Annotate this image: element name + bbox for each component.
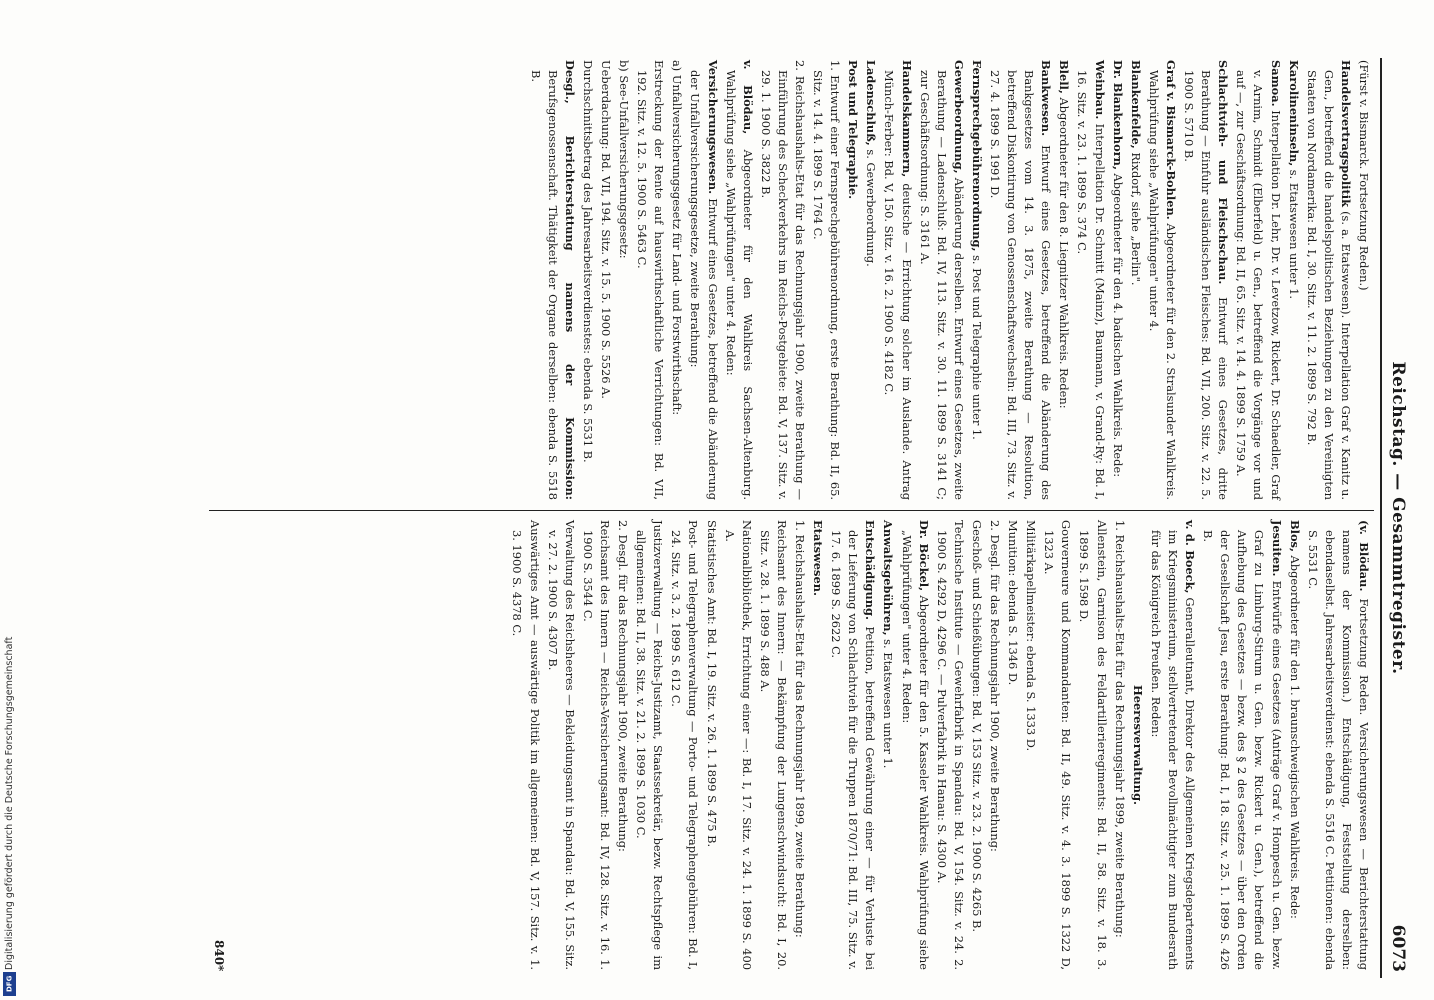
attribution-strip (0, 0, 20, 1000)
right-column (507, 520, 1372, 970)
entry-heading: Gewerbeordnung, (951, 60, 966, 174)
entry-heading: Bankwesen. (1039, 60, 1054, 137)
index-entry (897, 520, 931, 970)
index-entry (933, 520, 967, 970)
entry-heading: Post und Telegraphie. (846, 60, 861, 200)
entry-text: Abgeordneter für den 4. badischen Wahlkreis. Rede: (1110, 169, 1125, 478)
index-entry (667, 520, 701, 970)
index-entry (986, 520, 1003, 970)
entry-text: 2. Desgl. für das Rechnungsjahr 1900, zweite Berathung: (988, 520, 1003, 852)
left-column (526, 60, 1373, 500)
entry-text: Erstreckung der Rente auf hauswirthschaftliche Verrichtungen: Bd. VII, 192. Sitz. v. 12. 5. 1900 S. 5463 C. (635, 60, 667, 500)
index-entry (916, 60, 967, 500)
entry-heading: Karolineninseln, (1286, 60, 1301, 167)
dfg-logo: DFG (3, 972, 16, 996)
entry-text: Abgeordneter für den 8. Liegnitzer Wahlkreis. Reden: (1057, 93, 1072, 409)
index-entry (757, 60, 808, 500)
entry-heading: Anwaltsgebühren, (881, 520, 896, 636)
entry-text: Statistisches Amt: Bd. I, 19. Sitz. v. 26. 1. 1899 S. 475 B. (704, 520, 719, 848)
entry-heading: (v. Blödau. (1357, 520, 1371, 592)
entry-text: s. Etatswesen unter 1. (881, 635, 896, 769)
entry-text: 2. Reichshaushalts-Etat für das Rechnungsjahr 1900, zweite Berathung — Einführung des Scheckverkehrs im Reichs-Postgebiete: Bd. V, 137. Sitz. v. 29. 1. 1900 S. 3822 B. (758, 60, 807, 500)
entry-text: Auswärtiges Amt — auswärtige Politik im allgemeinen: Bd. V, 157. Sitz. v. 1. 3. 1900 S. 4378 C. (510, 520, 542, 970)
index-entry (686, 60, 720, 500)
index-entry (668, 60, 685, 500)
entry-heading: Weinbau. (1092, 60, 1107, 120)
entry-text: Petition, betreffend Gewährung einer — für Verluste bei der Lieferung von Schlachtvieh für die Truppen 1870/71: Bd. III, 75. Sitz. v. 17. 6. 1899 S. 2622 C. (829, 530, 878, 970)
page-title: Reichstag. — Gesammtregister. (1388, 361, 1408, 675)
entry-text: deutsche — Errichtung solcher im Auslande. Antrag Münch-Ferber: Bd. V, 150. Sitz. v. 16. 2. 1900 S. 4182 C. (882, 70, 914, 500)
index-entry (968, 60, 985, 500)
entry-text: Reichsamt des Innern — Reichs-Versicherungsamt: Bd. IV, 128. Sitz. v. 16. 1. 1900 S. 3544 C. (580, 520, 612, 970)
index-entry (879, 520, 896, 970)
index-entry (1129, 520, 1146, 970)
index-entry (508, 520, 542, 970)
entry-heading: Jesuiten. (1269, 520, 1284, 577)
index-entry (1145, 60, 1179, 500)
index-entry (702, 520, 719, 970)
entry-heading: Schlachtvieh- und Fleischschau. (1216, 60, 1231, 285)
entry-text: Abgeordneter für den Wahlkreis Sachsen-Altenburg. Wahlprüfung siehe „Wahlprüfungen" unter 4. Reden: (723, 70, 755, 500)
entry-text: Abgeordneter für den 1. braunschweigischen Wahlkreis. Rede: (1287, 551, 1302, 919)
index-entry (756, 520, 790, 970)
index-entry (827, 520, 878, 970)
index-entry (880, 60, 914, 500)
index-entry (1127, 60, 1144, 500)
index-entry (1055, 60, 1072, 500)
entry-text: Abgeordneter für den 2. Stralsunder Wahlkreis. Wahlprüfung siehe „Wahlprüfungen" unter 4. (1146, 70, 1178, 500)
entry-text: Durchschnittsbetrag des Jahresarbeitsverdienstes: ebenda S. 5531 B. (580, 60, 595, 463)
entry-heading: Ladenschluß, (864, 60, 879, 146)
index-entry (1303, 60, 1354, 500)
index-entry (809, 520, 826, 970)
entry-heading: Desgl., Berichterstattung namens der Kommission: (562, 60, 577, 500)
entry-text: Generalleutnant, Direktor des Allgemeinen Kriegsdepartements im Kriegsministerium, stellvertretender Bevollmächtigter zum Bundesrath für das Königreich Preußen. Reden: (1148, 530, 1198, 970)
entry-text: 1. Entwurf einer Fernsprechgebührenordnung, erste Berathung: Bd. II, 65. Sitz. v. 14. 4. 1899 S. 1764 C. (811, 60, 843, 500)
entry-heading: Heeresverwaltung. (1130, 684, 1145, 806)
entry-text: 2. Desgl. für das Rechnungsjahr 1900, zweite Berathung: (616, 520, 631, 852)
entry-heading: Blankenfelde, (1128, 60, 1143, 149)
index-entry (1199, 520, 1284, 970)
index-entry (1022, 520, 1039, 970)
entry-heading: v. Blödau, (740, 60, 755, 135)
entry-text: a) Unfallversicherungsgesetz für Land- und Forstwirthschaft: (670, 60, 685, 416)
entry-heading: Fernsprechgebührenordnung, (969, 60, 984, 252)
entry-text: s. Post und Telegraphie unter 1. (969, 251, 984, 440)
index-entry (1040, 520, 1074, 970)
index-entry (1180, 60, 1231, 500)
index-entry (986, 60, 1054, 500)
entry-text: b) See-Unfallversicherungsgesetz: (617, 60, 632, 259)
entry-text: Militärkapellmeister: ebenda S. 1333 D. (1024, 520, 1039, 752)
index-entry (721, 520, 755, 970)
entry-heading: Dr. Böckel, (916, 520, 931, 592)
index-entry (809, 60, 843, 500)
index-entry (1304, 520, 1372, 970)
entry-text: Entwurf eines Gesetzes, betreffend die Abänderung des Bankgesetzes vom 14. 3. 1875, zweite Berathung — Resolution, betreffend Diskontirung von Genossenschaftswechseln: Bd. III, 73. Sitz. v. 27. 4. 1899 S. 1991 D. (988, 70, 1054, 500)
entry-text: Reichsamt des Innern: — Bekämpfung der Lungenschwindsucht: Bd. I, 20. Sitz. v. 28. 1. 1899 S. 488 A. (757, 520, 789, 970)
entry-heading: Graf v. Bismarck-Bohlen. (1163, 60, 1178, 220)
index-entry (615, 60, 632, 500)
index-entry (1073, 60, 1107, 500)
entry-text: 1. Reichshaushalts-Etat für das Rechnungsjahr 1899, zweite Berathung: (793, 520, 807, 938)
index-entry (1147, 520, 1198, 970)
index-entry (597, 60, 614, 500)
entry-text: Interpellation Dr. Lehr, Dr. v. Levetzow, Rickert, Dr. Schaedler, Graf v. Arnim, Schmidt (Elberfeld) u. Gen., betreffend die Vorgänge vor und auf —, zur Geschäftsordnung: Bd. II, 65. Sitz. v. 14. 4. 1899 S. 1759 A. (1234, 70, 1283, 500)
index-entry (1355, 60, 1372, 500)
column-divider (209, 510, 1374, 511)
attribution-text: Digitalisierung gefördert durch die Deutsche Forschungsgemeinschaft (4, 636, 15, 970)
sheet-signature: 840* (212, 940, 226, 972)
page-header (1380, 58, 1412, 978)
index-entry (1285, 60, 1302, 500)
entry-heading: Blos, (1287, 520, 1302, 552)
entry-text: Ueberdachung: Bd. VII, 194. Sitz. v. 15. 5. 1900 S. 5526 A. (598, 60, 613, 399)
entry-text: Nationalbibliothek, Errichtung einer —: Bd. I, 17. Sitz. v. 24. 1. 1899 S. 400 A. (722, 520, 754, 970)
entry-heading: Entschädigung. (863, 520, 878, 620)
index-entry (1111, 520, 1128, 970)
entry-text: Fortsetzung Reden. Versicherungswesen — Berichterstattung namens der Kommission.) Entschädigung, Feststellung derselben: ebendaselbst. Jahresarbeitsverdienst: ebenda S. 5516 C. Petitionen: ebenda S. 5531 C. (1305, 530, 1371, 970)
index-entry (1286, 520, 1303, 970)
index-entry (1004, 520, 1021, 970)
entry-text: Entwurf eines Gesetzes, dritte Berathung — Einfuhr ausländischen Fleisches: Bd. VII, 200. Sitz. v. 22. 5. 1900 S. 5710 B. (1182, 70, 1231, 500)
index-entry (527, 60, 578, 500)
index-entry (1075, 520, 1109, 970)
entry-text: s. Gewerbeordnung. (864, 145, 879, 267)
entry-text: Munition: ebenda S. 1346 D. (1006, 520, 1021, 686)
entry-heading: Handelsvertragspolitik (1338, 60, 1353, 207)
entry-text: Post- und Telegraphenverwaltung — Porto- und Telegraphengebühren: Bd. I, 24. Sitz. v. 3. 2. 1899 S. 612 C. (669, 520, 701, 970)
entry-text: Verwaltung des Reichsheeres — Bekleidungsamt in Spandau: Bd. V, 155. Sitz. v. 27. 2. 1900 S. 4307 B. (545, 520, 577, 970)
entry-text: Rixdorf, siehe „Berlin". (1128, 148, 1143, 286)
entry-text: Entwürfe eines Gesetzes (Anträge Graf v. Hompesch u. Gen. bezw. Graf zu Limburg-Stirum u. Gen. bezw. Rickert u. Gen.), betreffend die Aufhebung des Gesetzes — bezw. des § 2 des Gesetzes — über den Orden der Gesellschaft Jesu, erste Berathung: Bd. I, 18. Sitz. v. 25. 1. 1899 S. 426 B. (1201, 530, 1284, 970)
entry-heading: Blell, (1057, 60, 1072, 94)
entry-heading: Versicherungswesen. (705, 60, 720, 195)
entry-heading: Dr. Blankenhorn, (1110, 60, 1125, 170)
index-entry (968, 520, 985, 970)
entry-text: Abänderung derselben. Entwurf eines Gesetzes, zweite Berathung — Ladenschluß: Bd. IV, 113. Sitz. v. 30. 11. 1899 S. 3141 C; zur Geschäftsordnung: S. 3161 A. (917, 70, 966, 500)
entry-text: Geschoß- und Schießübungen: Bd. V, 153 Sitz. v. 23. 2. 1900 S. 4265 B. (969, 520, 984, 932)
entry-text: (s. a. Etatswesen). Interpellation Graf v. Kanitz u. Gen., betreffend die handelspolitischen Beziehungen zu den Vereinigten Staaten von Nordamerika: Bd. I, 30. Sitz. v. 11. 2. 1899 S. 792 B. (1304, 70, 1353, 500)
index-entry (579, 520, 613, 970)
index-entry (579, 60, 596, 500)
entry-text: Technische Institute — Gewehrfabrik in Spandau: Bd. V, 154. Sitz. v. 24. 2. 1900 S. 4292 D, 4296 C. — Pulverfabrik in Hanau: S. 4300 A. (934, 520, 966, 970)
entry-text: Berufsgenossenschaft. Thätigkeit der Organe derselben: ebenda S. 5518 B. (528, 70, 560, 500)
entry-heading: Handelskammern, (899, 60, 914, 178)
entry-text: Justizverwaltung — Reichs-Justizamt, Staatssekretär, bezw. Rechtspflege im allgemeinen: Bd. II, 38. Sitz. v. 21. 2. 1899 S. 1030 C. (634, 520, 666, 970)
index-entry (614, 520, 631, 970)
entry-text: (Fürst v. Bismarck. Fortsetzung Reden.) (1357, 60, 1371, 291)
entry-text: s. Etatswesen unter 1. (1286, 166, 1301, 299)
entry-text: 1. Reichshaushalts-Etat für das Rechnungsjahr 1899, zweite Berathung: (1112, 520, 1127, 938)
entry-text: Interpellation Dr. Schmitt (Mainz), Baumann, v. Grand-Ry: Bd. I, 16. Sitz. v. 23. 1. 1899 S. 374 C. (1075, 70, 1107, 500)
index-entry (862, 60, 879, 500)
page-number: 6073 (1388, 924, 1408, 972)
entry-text: Abgeordneter für den 5. Kasseler Wahlkreis. Wahlprüfung siehe „Wahlprüfungen" unter 4. Reden: (899, 530, 931, 970)
entry-heading: Etatswesen. (811, 520, 826, 596)
entry-heading: Samoa. (1268, 60, 1283, 107)
index-entry (633, 60, 667, 500)
index-entry (1232, 60, 1283, 500)
index-entry (791, 520, 808, 970)
entry-heading: v. d. Boeck, (1183, 520, 1198, 594)
entry-text: Entwurf eines Gesetzes, betreffend die Abänderung der Unfallversicherungsgesetze, zweite Berathung: (688, 70, 720, 500)
index-entry (722, 60, 756, 500)
entry-text: Allenstein, Garnison des Feldartillerieregiments: Bd. II, 58. Sitz. v. 18. 3. 1899 S. 1598 D. (1077, 520, 1109, 970)
index-entry (544, 520, 578, 970)
entry-text: Gouverneure und Kommandanten: Bd. II, 49. Sitz. v. 4. 3. 1899 S. 1322 D, 1323 A. (1042, 520, 1074, 970)
index-entry (844, 60, 861, 500)
index-entry (632, 520, 666, 970)
index-entry (1109, 60, 1126, 500)
